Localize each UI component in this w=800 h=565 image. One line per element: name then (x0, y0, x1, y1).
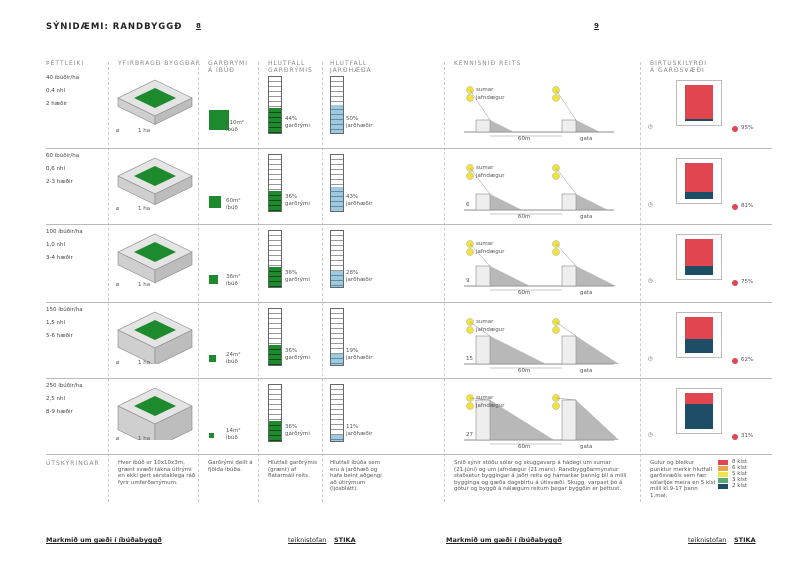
per-unit-label: íbúð (226, 127, 238, 133)
yard-ratio-label: garðrými (285, 201, 310, 207)
compass-icon: ⌀ (116, 436, 120, 442)
building-isometric (112, 382, 198, 440)
legend-swatch (718, 460, 728, 465)
sun-percent: 95% (741, 125, 754, 131)
compass-icon: ⌀ (116, 206, 120, 212)
ground-ratio-bar (330, 384, 344, 442)
section-diagram (454, 150, 624, 222)
daylight-grid (676, 80, 722, 126)
per-unit-label: íbúð (226, 205, 238, 211)
sun-percent: 81% (741, 203, 754, 209)
ground-ratio-label: jarðhæðir (346, 355, 373, 361)
density-units: 40 íbúðir/ha (46, 75, 80, 81)
yard-square (209, 196, 221, 208)
clock-icon: ◷ (648, 278, 653, 284)
equinox-label: jafndægur (476, 327, 505, 333)
ground-ratio-value: 50% (346, 116, 359, 122)
yard-ratio-label: garðrými (285, 123, 310, 129)
density-nhl: 2,5 nhl (46, 396, 65, 402)
page-number-right: 9 (594, 22, 599, 30)
sun-percent: 31% (741, 433, 754, 439)
summer-label: sumar (476, 165, 494, 171)
distance-label: 60m (518, 214, 531, 220)
sun-dot-icon (732, 358, 738, 364)
col-yard-ratio: HLUTFALL GARÐRÝMIS (268, 60, 313, 74)
distance-label: 60m (518, 444, 531, 450)
yard-ratio-bar (268, 308, 282, 366)
density-nhl: 1,0 nhl (46, 242, 65, 248)
explanations-label: ÚTSKÝRINGAR (46, 460, 100, 467)
legend-label: 2 klst (732, 483, 747, 489)
density-units: 250 íbúðir/ha (46, 383, 83, 389)
section-diagram (454, 380, 624, 452)
legend-swatch (718, 478, 728, 483)
sun-dot-icon (732, 126, 738, 132)
ground-ratio-label: jarðhæðir (346, 201, 373, 207)
yard-ratio-bar (268, 154, 282, 212)
equinox-label: jafndægur (476, 249, 505, 255)
section-height: 6 (466, 202, 470, 208)
yard-ratio-value: 36% (285, 424, 298, 430)
footer-firm-right: teiknistofan (688, 536, 727, 544)
explain-yard: Garðrými deilt á fjölda íbúða. (208, 460, 253, 473)
area-label: 1 ha (138, 360, 151, 366)
ground-ratio-bar (330, 308, 344, 366)
yard-ratio-value: 36% (285, 194, 298, 200)
legend-label: 3 klst (732, 477, 747, 483)
yard-ratio-bar (268, 76, 282, 134)
density-floors: 5-6 hæðir (46, 333, 73, 339)
ground-ratio-value: 28% (346, 270, 359, 276)
building-isometric (112, 306, 198, 364)
sun-dot-icon (732, 434, 738, 440)
equinox-label: jafndægur (476, 403, 505, 409)
yard-square (209, 355, 216, 362)
legend-label: 5 klst (732, 471, 747, 477)
daylight-grid (676, 158, 722, 204)
clock-icon: ◷ (648, 432, 653, 438)
ground-ratio-bar (330, 76, 344, 134)
footer-brand-right: STIKA (734, 536, 756, 544)
section-height: 9 (466, 278, 470, 284)
area-label: 1 ha (138, 282, 151, 288)
ground-ratio-label: jarðhæðir (346, 431, 373, 437)
page-title: SÝNIDÆMI: RANDBYGGÐ (46, 22, 183, 32)
density-floors: 2 hæðir (46, 101, 68, 107)
yard-area: 110m² (226, 120, 245, 126)
yard-ratio-value: 36% (285, 348, 298, 354)
ground-ratio-label: jarðhæðir (346, 123, 373, 129)
legend-label: 8 klst (732, 459, 747, 465)
legend-swatch (718, 484, 728, 489)
compass-icon: ⌀ (116, 282, 120, 288)
density-nhl: 0,4 nhl (46, 88, 65, 94)
col-density: ÞÉTTLEIKI (46, 60, 85, 67)
col-ground-ratio: HLUTFALL JARÐHÆÐA (330, 60, 372, 74)
yard-area: 14m² (226, 428, 241, 434)
area-label: 1 ha (138, 128, 151, 134)
daylight-grid (676, 312, 722, 358)
legend-label: 6 klst (732, 465, 747, 471)
building-isometric (112, 74, 198, 132)
explain-yard-ratio: Hlutfall garðrýmis (grænt) af flatarmáli reits. (268, 460, 318, 479)
yard-ratio-bar (268, 384, 282, 442)
yard-area: 60m² (226, 198, 241, 204)
explain-building: Hver íbúð er 10x10x3m, grænt svæði tákna útirými en ekki gert sérstaklega ráð fyrir umferðarrýmum. (118, 460, 196, 486)
sun-dot-icon (732, 204, 738, 210)
ground-ratio-bar (330, 154, 344, 212)
footer-brand-left: STIKA (334, 536, 356, 544)
yard-ratio-label: garðrými (285, 431, 310, 437)
density-nhl: 1,5 nhl (46, 320, 65, 326)
ground-ratio-bar (330, 230, 344, 288)
yard-ratio-value: 44% (285, 116, 298, 122)
explain-daylight: Gulur og bleikur punktur merkir hlutfall garðsvæðis sem fær sólarljós meira en 5 klst milli kl.9-17 þann 1.mai. (650, 460, 716, 499)
summer-label: sumar (476, 395, 494, 401)
clock-icon: ◷ (648, 356, 653, 362)
street-label: gata (580, 290, 593, 296)
col-building: YFIRBRAGÐ BYGGÐAR (118, 60, 201, 67)
footer-title-left: Markmið um gæði í íbúðabyggð (46, 536, 162, 544)
clock-icon: ◷ (648, 124, 653, 130)
distance-label: 60m (518, 290, 531, 296)
street-label: gata (580, 136, 593, 142)
compass-icon: ⌀ (116, 128, 120, 134)
sun-percent: 75% (741, 279, 754, 285)
explain-section: Snið sýnir stöðu sólar og skuggavarp á hádegi um sumar (21.júní) og um jafndægur (21.mars). Randbyggðarmynstur staðsetur byggingar á jaðri reits og hámarkar þannig bil á milli bygginga og gæða dagsbirtu á útisvæði. Skugg. varpast þó á götur og byggð á nálægum reitum þegar byggðin er þéttust. (454, 460, 627, 492)
yard-area: 24m² (226, 352, 241, 358)
section-diagram (454, 72, 624, 144)
area-label: 1 ha (138, 436, 151, 442)
section-height: 15 (466, 356, 473, 362)
summer-label: sumar (476, 241, 494, 247)
section-height: 27 (466, 432, 473, 438)
density-units: 100 íbúðir/ha (46, 229, 83, 235)
density-floors: 8-9 hæðir (46, 409, 73, 415)
col-yard: GARÐRÝMI Á ÍBÚÐ (208, 60, 248, 74)
distance-label: 60m (518, 136, 531, 142)
yard-square (209, 275, 218, 284)
yard-ratio-label: garðrými (285, 355, 310, 361)
street-label: gata (580, 444, 593, 450)
summer-label: sumar (476, 87, 494, 93)
clock-icon: ◷ (648, 202, 653, 208)
sun-percent: 62% (741, 357, 754, 363)
area-label: 1 ha (138, 206, 151, 212)
street-label: gata (580, 214, 593, 220)
col-daylight: BIRTUSKILYRÐI Á GARÐSVÆÐI (650, 60, 707, 74)
footer-firm-left: teiknistofan (288, 536, 327, 544)
sun-dot-icon (732, 280, 738, 286)
yard-ratio-label: garðrými (285, 277, 310, 283)
equinox-label: jafndægur (476, 95, 505, 101)
section-diagram (454, 304, 624, 376)
ground-ratio-value: 19% (346, 348, 359, 354)
yard-square (209, 433, 214, 438)
daylight-grid (676, 234, 722, 280)
footer-title-right: Markmið um gæði í íbúðabyggð (446, 536, 562, 544)
ground-ratio-label: jarðhæðir (346, 277, 373, 283)
street-label: gata (580, 368, 593, 374)
summer-label: sumar (476, 319, 494, 325)
compass-icon: ⌀ (116, 360, 120, 366)
building-isometric (112, 228, 198, 286)
yard-ratio-bar (268, 230, 282, 288)
ground-ratio-value: 11% (346, 424, 359, 430)
legend-swatch (718, 466, 728, 471)
yard-ratio-value: 36% (285, 270, 298, 276)
legend-swatch (718, 472, 728, 477)
daylight-grid (676, 388, 722, 434)
density-floors: 3-4 hæðir (46, 255, 73, 261)
per-unit-label: íbúð (226, 281, 238, 287)
yard-area: 36m² (226, 274, 241, 280)
page-number-left: 8 (196, 22, 201, 30)
ground-ratio-value: 43% (346, 194, 359, 200)
density-units: 60 íbúðir/ha (46, 153, 80, 159)
distance-label: 60m (518, 368, 531, 374)
density-nhl: 0,6 nhl (46, 166, 65, 172)
per-unit-label: íbúð (226, 435, 238, 441)
per-unit-label: íbúð (226, 359, 238, 365)
col-section: KENNISNIÐ REITS (454, 60, 522, 67)
equinox-label: jafndægur (476, 173, 505, 179)
density-floors: 2-3 hæðir (46, 179, 73, 185)
explain-ground-ratio: Hlutfall íbúða sem eru á jarðhæð og hafa beint aðgengi að útirýmum (ljósblátt). (330, 460, 382, 492)
building-isometric (112, 152, 198, 210)
density-units: 150 íbúðir/ha (46, 307, 83, 313)
section-diagram (454, 226, 624, 298)
